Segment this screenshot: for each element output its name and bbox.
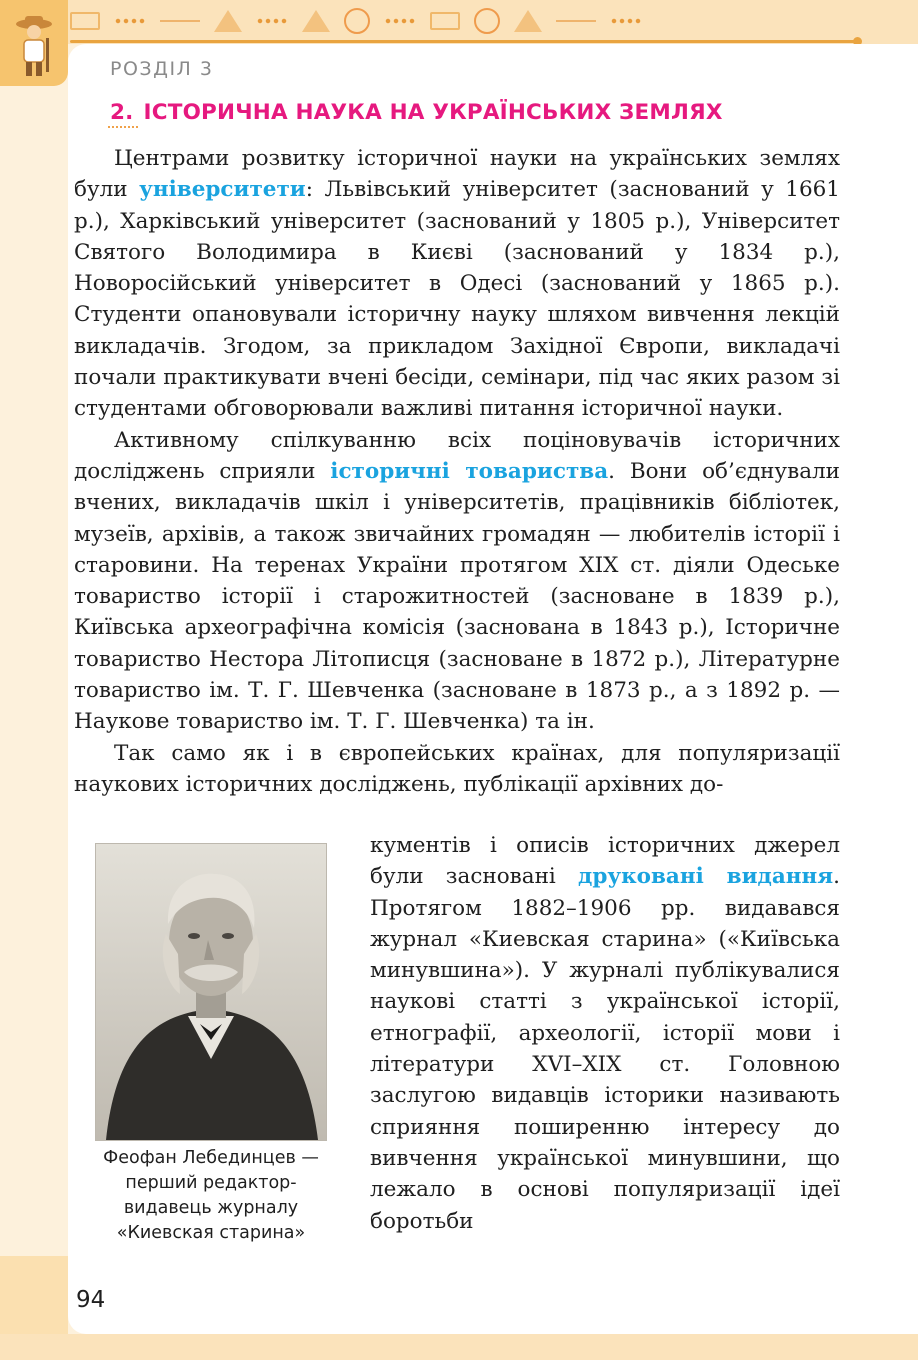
- main-text: [74, 143, 840, 800]
- paragraph-text: кументів і описів історичних джерел були засновані: [370, 833, 840, 890]
- header-rule: [70, 40, 856, 43]
- key-term-universities: університети: [139, 177, 306, 203]
- footer-band: [0, 1334, 918, 1360]
- dots-ornament-icon: [114, 18, 146, 24]
- decorative-header-band: [0, 0, 918, 44]
- paragraph-text: . Протягом 1882–1906 рр. видавався журнал «Киевская старина» («Київська минувшина»). У журналі публікувалися наукові статті з української історії, етнографії, археології, історії мови і літератури XVI–XIX ст. Головною заслугою видавців історики називають сприяння поширенню інтересу до вивчення української минувшини, що лежало в основі популяризації ідеї боротьби: [370, 864, 840, 1234]
- paragraph-text: . Вони об’єднували вчених, викладачів шкіл і університетів, працівників бібліотек, музеїв, архівів, а також звичайних громадян — любителів історії і старовини. На теренах України протягом XIX ст. діяли Одеське товариство історії і старожитностей (засноване в 1839 р.), Київська археографічна комісія (заснована в 1843 р.), Історичне товариство Нестора Літописця (засноване в 1872 р.), Літературне товариство ім. Т. Г. Шевченка (засноване в 1873 р., а з 1892 р. — Наукове товариство ім. Т. Г. Шевченка) та ін.: [74, 458, 840, 735]
- dots-ornament-icon: [610, 18, 642, 24]
- decorative-icons-strip: [70, 4, 858, 38]
- paragraph-societies: [74, 425, 840, 738]
- explorer-icon: [8, 12, 60, 78]
- key-term-societies: історичні товариства: [330, 458, 609, 484]
- book-icon: [430, 12, 460, 30]
- section-title: ІСТОРИЧНА НАУКА НА УКРАЇНСЬКИХ ЗЕМЛЯХ: [143, 100, 723, 125]
- paragraph-publications-continued: [370, 830, 840, 1237]
- line-ornament-icon: [160, 20, 200, 22]
- section-label: РОЗДІЛ 3: [110, 58, 214, 80]
- temple-icon: [214, 10, 242, 32]
- paragraph-text: Центрами розвитку історичної науки на українських землях були: [74, 146, 840, 203]
- line-ornament-icon: [556, 20, 596, 22]
- page-number: 94: [76, 1287, 106, 1313]
- portrait-illustration: [96, 844, 326, 1140]
- left-margin-strip: [0, 86, 68, 1336]
- section-number: 2.: [108, 100, 138, 128]
- chest-icon: [70, 12, 100, 30]
- explorer-corner-badge: [0, 0, 68, 86]
- paragraph-text: Активному спілкуванню всіх поціновувачів історичних досліджень сприяли: [74, 427, 840, 484]
- paragraph-universities: [74, 143, 840, 425]
- portrait-photo: [95, 843, 327, 1141]
- coin-icon: [344, 8, 370, 34]
- crown-icon: [302, 10, 330, 32]
- key-term-printed-editions: друковані видання: [578, 864, 834, 890]
- pyramid-icon: [514, 10, 542, 32]
- wrapped-text: [370, 830, 840, 1237]
- portrait-caption: Феофан Лебединцев — перший редактор-видавець журналу «Киевская старина»: [103, 1148, 319, 1243]
- dots-ornament-icon: [256, 18, 288, 24]
- paragraph-publications-start: Так само як і в європейських країнах, для популяризації наукових історичних досліджень, публікації архівних до-: [74, 740, 840, 797]
- page-title: [108, 100, 723, 125]
- magnifier-icon: [474, 8, 500, 34]
- paragraph-text: : Львівський університет (заснований у 1661 р.), Харківський університет (заснований у 1805 р.), Університет Святого Володимира в Києві (заснований у 1834 р.), Новоросійський університет в Одесі (заснований у 1865 р.). Студенти опановували історичну науку шляхом вивчення лекцій викладачів. Згодом, за прикладом Західної Європи, викладачі почали практикувати вчені бесіди, семінари, під час яких разом зі студентами обговорювали важливі питання історичної науки.: [74, 177, 840, 422]
- dots-ornament-icon: [384, 18, 416, 24]
